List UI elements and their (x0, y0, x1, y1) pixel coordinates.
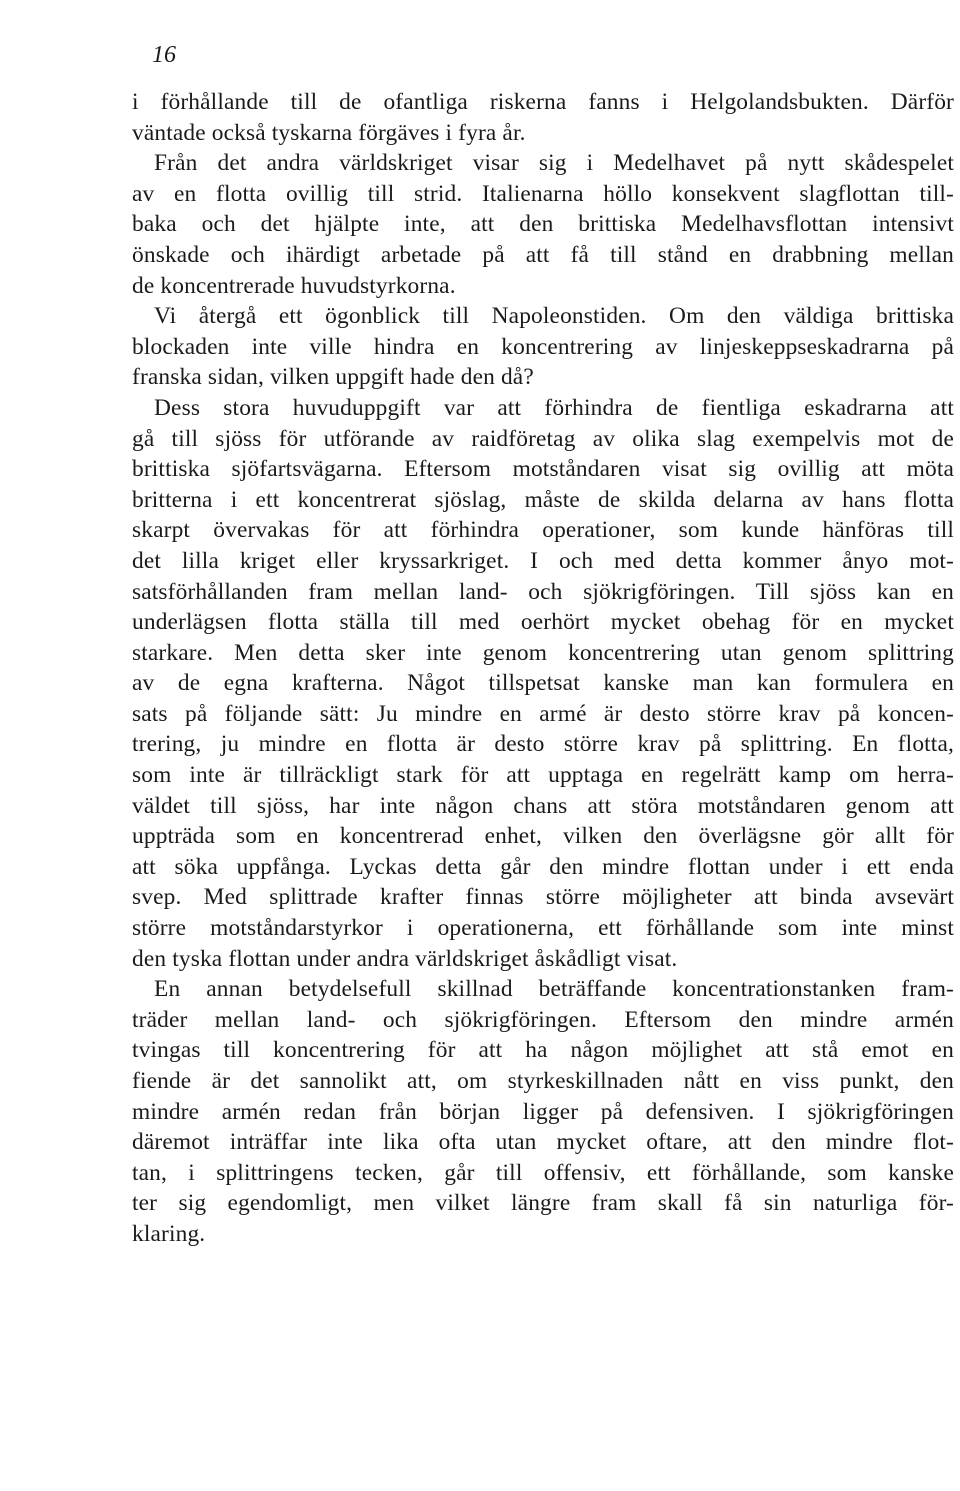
text-line: träder mellan land- och sjökrigföringen. Eftersom den mindre armén (132, 1006, 954, 1033)
text-line: de koncentrerade huvudstyrkorna. (132, 272, 456, 299)
text-line: svep. Med splittrade krafter finnas större möjligheter att binda avsevärt (132, 884, 954, 911)
text-line: uppträda som en koncentrerad enhet, vilken den överlägsne gör allt för (132, 823, 954, 850)
text-line: Från det andra världskriget visar sig i Medelhavet på nytt skådespelet (154, 150, 954, 177)
text-line: sats på följande sätt: Ju mindre en armé är desto större krav på koncen- (132, 700, 954, 727)
page-number: 16 (152, 42, 176, 68)
text-line: väldet till sjöss, har inte någon chans att störa motståndaren genom att (132, 792, 954, 819)
text-line: fiende är det sannolikt att, om styrkeskillnaden nått en viss punkt, den (132, 1068, 954, 1094)
text-line: britterna i ett koncentrerat sjöslag, måste de skilda delarna av hans flotta (132, 486, 954, 513)
text-line: Dess stora huvuduppgift var att förhindra de fientliga eskadrarna att (154, 394, 954, 421)
text-line: att söka uppfånga. Lyckas detta går den mindre flottan under i ett enda (132, 853, 954, 880)
text-line: baka och det hjälpte inte, att den brittiska Medelhavsflottan intensivt (132, 211, 954, 238)
text-line: större motståndarstyrkor i operationerna, ett förhållande som inte minst (132, 915, 954, 942)
text-line: skarpt övervakas för att förhindra operationer, som kunde hänföras till (132, 517, 954, 544)
text-line: önskade och ihärdigt arbetade på att få till stånd en drabbning mellan (132, 241, 954, 268)
text-line: blockaden inte ville hindra en koncentrering av linjeskeppseskadrarna på (132, 333, 954, 360)
text-line: det lilla kriget eller kryssarkriget. I och med detta kommer ånyo mot- (132, 547, 954, 574)
body-text (132, 87, 954, 1250)
text-line: ter sig egendomligt, men vilket längre fram skall få sin naturliga för- (132, 1190, 954, 1217)
text-line: brittiska sjöfartsvägarna. Eftersom motståndaren visat sig ovillig att möta (132, 456, 954, 483)
text-line: den tyska flottan under andra världskriget åskådligt visat. (132, 945, 678, 972)
text-line: Vi återgå ett ögonblick till Napoleonstiden. Om den väldiga brittiska (154, 303, 954, 330)
text-line: En annan betydelsefull skillnad beträffande koncentrationstanken fram- (154, 976, 954, 1003)
text-line: mindre armén redan från början ligger på defensiven. I sjökrigföringen (132, 1098, 954, 1125)
text-line: av en flotta ovillig till strid. Italienarna höllo konsekvent slagflottan till- (132, 180, 954, 207)
text-line: däremot inträffar inte lika ofta utan mycket oftare, att den mindre flot- (132, 1129, 954, 1156)
text-line: tan, i splittringens tecken, går till offensiv, ett förhållande, som kanske (132, 1159, 954, 1186)
text-line: starkare. Men detta sker inte genom koncentrering utan genom splittring (132, 639, 954, 666)
text-line: klaring. (132, 1220, 206, 1247)
text-line: satsförhållanden fram mellan land- och sjökrigföringen. Till sjöss kan en (132, 578, 954, 605)
text-line: som inte är tillräckligt stark för att upptaga en regelrätt kamp om herra- (132, 762, 954, 789)
text-line: tvingas till koncentrering för att ha någon möjlighet att stå emot en (132, 1037, 954, 1064)
text-line: i förhållande till de ofantliga riskerna fanns i Helgolandsbukten. Därför (132, 89, 954, 115)
text-line: franska sidan, vilken uppgift hade den då? (132, 364, 534, 391)
text-line: trering, ju mindre en flotta är desto större krav på splittring. En flotta, (132, 731, 954, 758)
text-line: gå till sjöss för utförande av raidföretag av olika slag exempelvis mot de (132, 425, 954, 452)
text-line: väntade också tyskarna förgäves i fyra år. (132, 119, 526, 146)
text-line: av de egna krafterna. Något tillspetsat kanske man kan formulera en (132, 670, 954, 697)
text-line: underlägsen flotta ställa till med oerhört mycket obehag för en mycket (132, 609, 954, 636)
